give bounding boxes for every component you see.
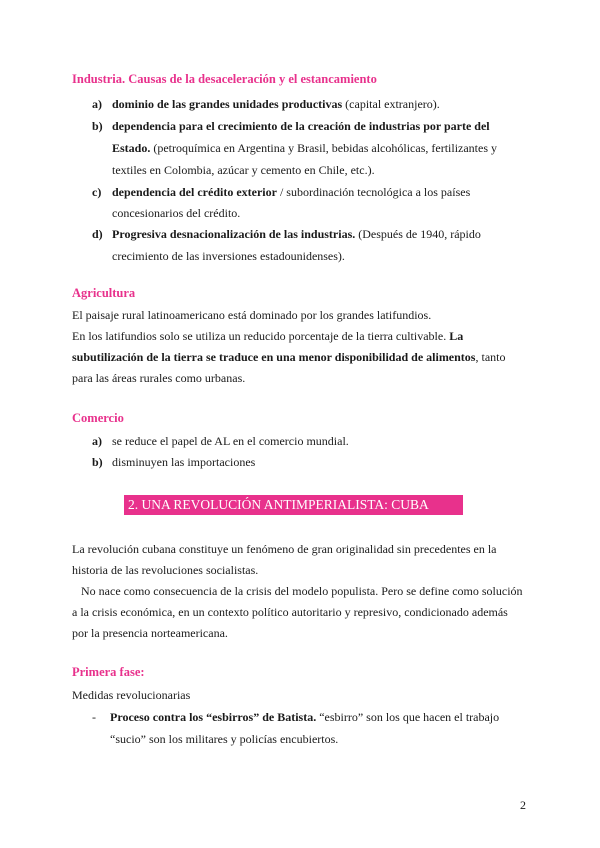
- item-bold: dominio de las grandes unidades productivas: [112, 97, 343, 111]
- agricultura-line1: El paisaje rural latinoamericano está dominado por los grandes latifundios.: [72, 308, 432, 322]
- item-bold: dependencia para el crecimiento de la creación de industrias por parte del: [112, 119, 490, 133]
- industria-item-c-line2: concesionarios del crédito.: [112, 206, 241, 220]
- industria-item-d-line2: crecimiento de las inversiones estadounidenses).: [112, 249, 345, 263]
- item-text: se reduce el papel de AL en el comercio mundial.: [112, 434, 349, 448]
- industria-item-b-line2: [112, 140, 497, 156]
- cuba-p1-line1: La revolución cubana constituye un fenómeno de gran originalidad sin precedentes en la: [72, 542, 497, 556]
- agricultura-heading: Agricultura: [72, 286, 136, 300]
- item-marker: b): [92, 119, 103, 133]
- cuba-p1-line2: historia de las revoluciones socialistas.: [72, 563, 259, 577]
- page-number: 2: [520, 798, 526, 812]
- industria-heading: Industria. Causas de la desaceleración y el estancamiento: [72, 72, 377, 86]
- cuba-p2-line3: por la presencia norteamericana.: [72, 626, 228, 640]
- primera-fase-heading: Primera fase:: [72, 665, 145, 679]
- item-marker: c): [92, 185, 102, 199]
- agricultura-line2: En los latifundios solo se utiliza un reducido porcentaje de la tierra cultivable. La: [72, 329, 464, 343]
- bullet-marker: -: [92, 710, 96, 724]
- agricultura-line4: para las áreas rurales como urbanas.: [72, 371, 246, 385]
- item-text: “esbirro” son los que hacen el trabajo: [316, 710, 500, 724]
- cuba-p2-line2: a la crisis económica, en un contexto político autoritario y represivo, condicionado además: [72, 605, 508, 619]
- item-text: disminuyen las importaciones: [112, 455, 256, 469]
- comercio-heading: Comercio: [72, 411, 124, 425]
- primera-fase-bullet-line2: “sucio” son los militares y policías encubiertos.: [110, 732, 339, 746]
- item-marker: b): [92, 455, 103, 469]
- item-marker: d): [92, 227, 103, 241]
- item-bold: Proceso contra los “esbirros” de Batista.: [110, 710, 317, 724]
- industria-item-b-line3: textiles en Colombia, azúcar y cemento en Chile, etc.).: [112, 163, 375, 177]
- item-bold: dependencia del crédito exterior: [112, 185, 277, 199]
- item-bold: Progresiva desnacionalización de las industrias.: [112, 227, 356, 241]
- item-marker: a): [92, 434, 102, 448]
- item-text: / subordinación tecnológica a los países: [276, 185, 471, 199]
- item-text: (petroquímica en Argentina y Brasil, bebidas alcohólicas, fertilizantes y: [150, 141, 498, 155]
- item-text: (capital extranjero).: [342, 97, 440, 111]
- cuba-p2-line1: No nace como consecuencia de la crisis del modelo populista. Pero se define como solución: [72, 584, 523, 598]
- primera-fase-subtitle: Medidas revolucionarias: [72, 688, 191, 702]
- section-banner: 2. UNA REVOLUCIÓN ANTIMPERIALISTA: CUBA: [124, 495, 463, 515]
- item-marker: a): [92, 97, 102, 111]
- agricultura-line3: subutilización de la tierra se traduce en una menor disponibilidad de alimentos, tanto: [72, 350, 506, 364]
- item-bold: Estado.: [112, 141, 151, 155]
- item-text: (Después de 1940, rápido: [355, 227, 481, 241]
